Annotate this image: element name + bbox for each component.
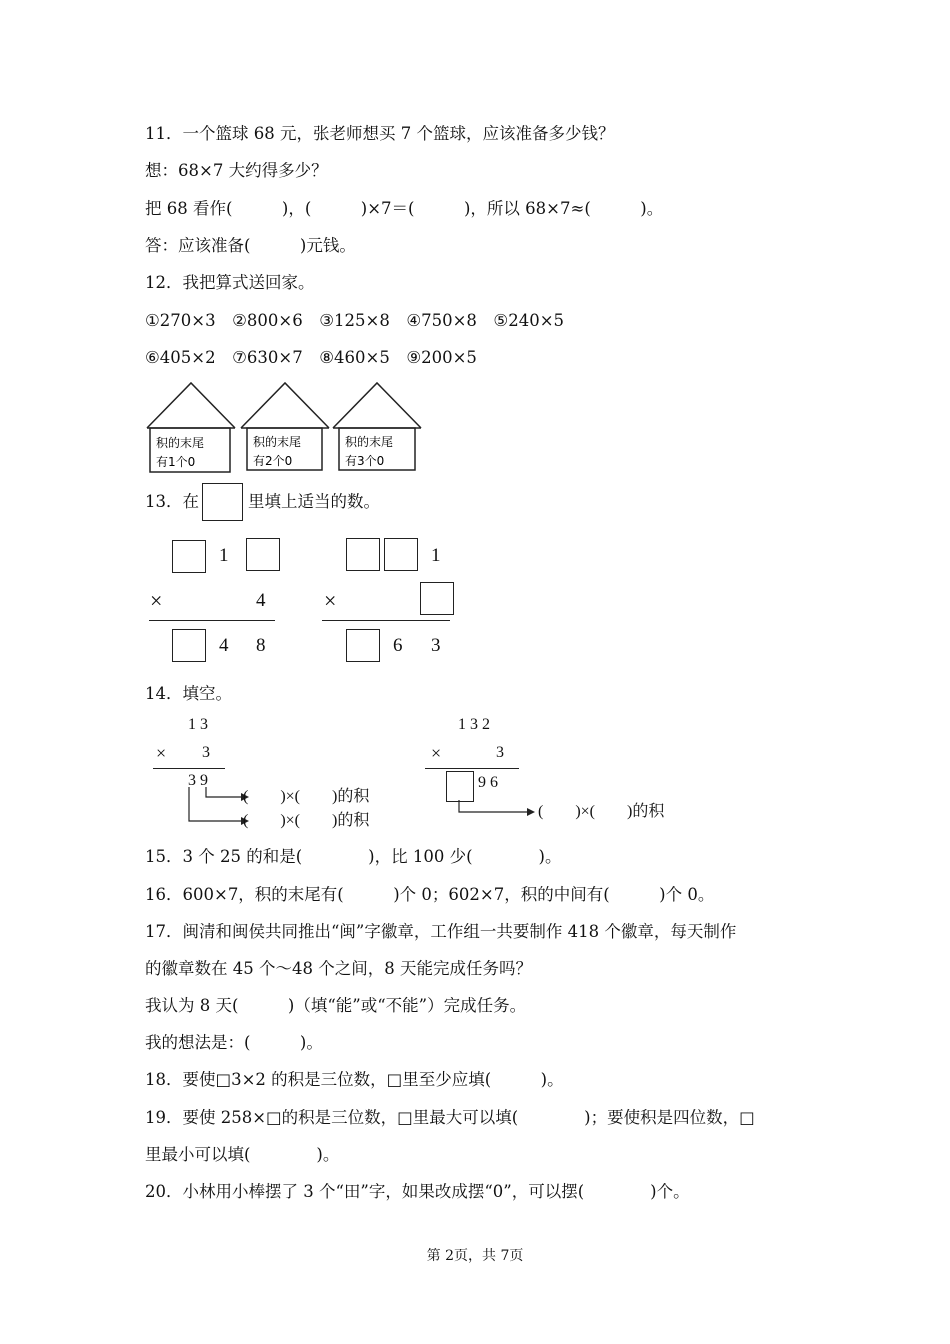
- blank-box[interactable]: [172, 629, 206, 662]
- divider-line: [322, 620, 450, 621]
- q12-row1: ①270×3 ②800×6 ③125×8 ④750×8 ⑤240×5: [145, 311, 565, 330]
- inline-box: [202, 483, 243, 521]
- blank-box[interactable]: [246, 538, 280, 571]
- house-1-line1: 积的末尾: [156, 436, 205, 450]
- house-2-line2: 有2个0: [253, 454, 293, 468]
- q14-left-mult: 3: [202, 744, 210, 761]
- blank-box[interactable]: [346, 629, 380, 662]
- q13-prefix: 13．在: [145, 492, 199, 511]
- blank-box[interactable]: [420, 582, 454, 615]
- house-1: [147, 383, 235, 472]
- house-2-line1: 积的末尾: [253, 435, 302, 449]
- divider-line: [153, 768, 225, 769]
- q14-right-top: 1 3 2: [458, 716, 490, 733]
- q14-left-blank1: ( )×( )的积: [243, 788, 370, 805]
- house-3: [333, 383, 421, 470]
- q11-answer: 答：应该准备( )元钱。: [145, 236, 356, 255]
- q17-line4: 我的想法是：( )。: [145, 1033, 323, 1052]
- times-sign: ×: [156, 743, 167, 763]
- digit: 1: [431, 545, 441, 566]
- house-2: [241, 383, 329, 470]
- digit: 3: [431, 635, 441, 656]
- digit: 4: [219, 635, 229, 656]
- digit: 4: [256, 590, 266, 611]
- q11-estimate: 把 68 看作( )，( )×7＝( )，所以 68×7≈( )。: [145, 199, 664, 218]
- q17-line1: 17．闽清和闽侯共同推出“闽”字徽章，工作组一共要制作 418 个徽章，每天制作: [145, 922, 737, 941]
- digit: 8: [256, 635, 266, 656]
- q20: 20．小林用小棒摆了 3 个“田”字，如果改成摆“0”，可以摆( )个。: [145, 1182, 690, 1201]
- house-1-line2: 有1个0: [156, 455, 196, 469]
- times-sign: ×: [324, 588, 337, 613]
- q17-line2: 的徽章数在 45 个～48 个之间，8 天能完成任务吗？: [145, 959, 532, 978]
- arrow: [455, 800, 540, 822]
- divider-line: [425, 768, 519, 769]
- house-3-line2: 有3个0: [345, 454, 385, 468]
- blank-box[interactable]: [172, 540, 206, 573]
- blank-box[interactable]: [384, 538, 418, 571]
- q19-line1: 19．要使 258×□的积是三位数，□里最大可以填( )；要使积是四位数，□: [145, 1108, 755, 1127]
- q18: 18．要使□3×2 的积是三位数，□里至少应填( )。: [145, 1070, 564, 1089]
- digit: 6: [393, 635, 403, 656]
- q14-left-top: 1 3: [188, 716, 208, 733]
- q14-right-mult: 3: [496, 744, 504, 761]
- divider-line: [149, 620, 275, 621]
- blank-box[interactable]: [446, 771, 474, 802]
- q13-suffix: 里填上适当的数。: [248, 492, 380, 511]
- houses-figure: [143, 380, 428, 476]
- blank-box[interactable]: [346, 538, 380, 571]
- q14-left-blank2: ( )×( )的积: [243, 812, 370, 829]
- digit: 1: [219, 545, 229, 566]
- house-3-line1: 积的末尾: [345, 435, 394, 449]
- q17-line3: 我认为 8 天( )（填“能”或“不能”）完成任务。: [145, 996, 527, 1015]
- q11-title: 11．一个篮球 68 元，张老师想买 7 个篮球，应该准备多少钱？: [145, 124, 615, 143]
- times-sign: ×: [150, 588, 163, 613]
- q12-title: 12．我把算式送回家。: [145, 273, 315, 292]
- q11-think: 想：68×7 大约得多少？: [145, 161, 328, 180]
- times-sign: ×: [431, 743, 442, 763]
- q14-right-blank: ( )×( )的积: [538, 803, 665, 820]
- q19-line2: 里最小可以填( )。: [145, 1145, 340, 1164]
- q14-right-result: 9 6: [478, 774, 498, 791]
- q14-title: 14．填空。: [145, 684, 232, 703]
- q16: 16．600×7，积的末尾有( )个 0；602×7，积的中间有( )个 0。: [145, 885, 715, 904]
- q14-left-result: 3 9: [188, 772, 208, 789]
- q12-row2: ⑥405×2 ⑦630×7 ⑧460×5 ⑨200×5: [145, 348, 477, 367]
- page-footer: 第 2页，共 7页: [426, 1248, 524, 1264]
- q15: 15．3 个 25 的和是( )，比 100 少( )。: [145, 847, 562, 866]
